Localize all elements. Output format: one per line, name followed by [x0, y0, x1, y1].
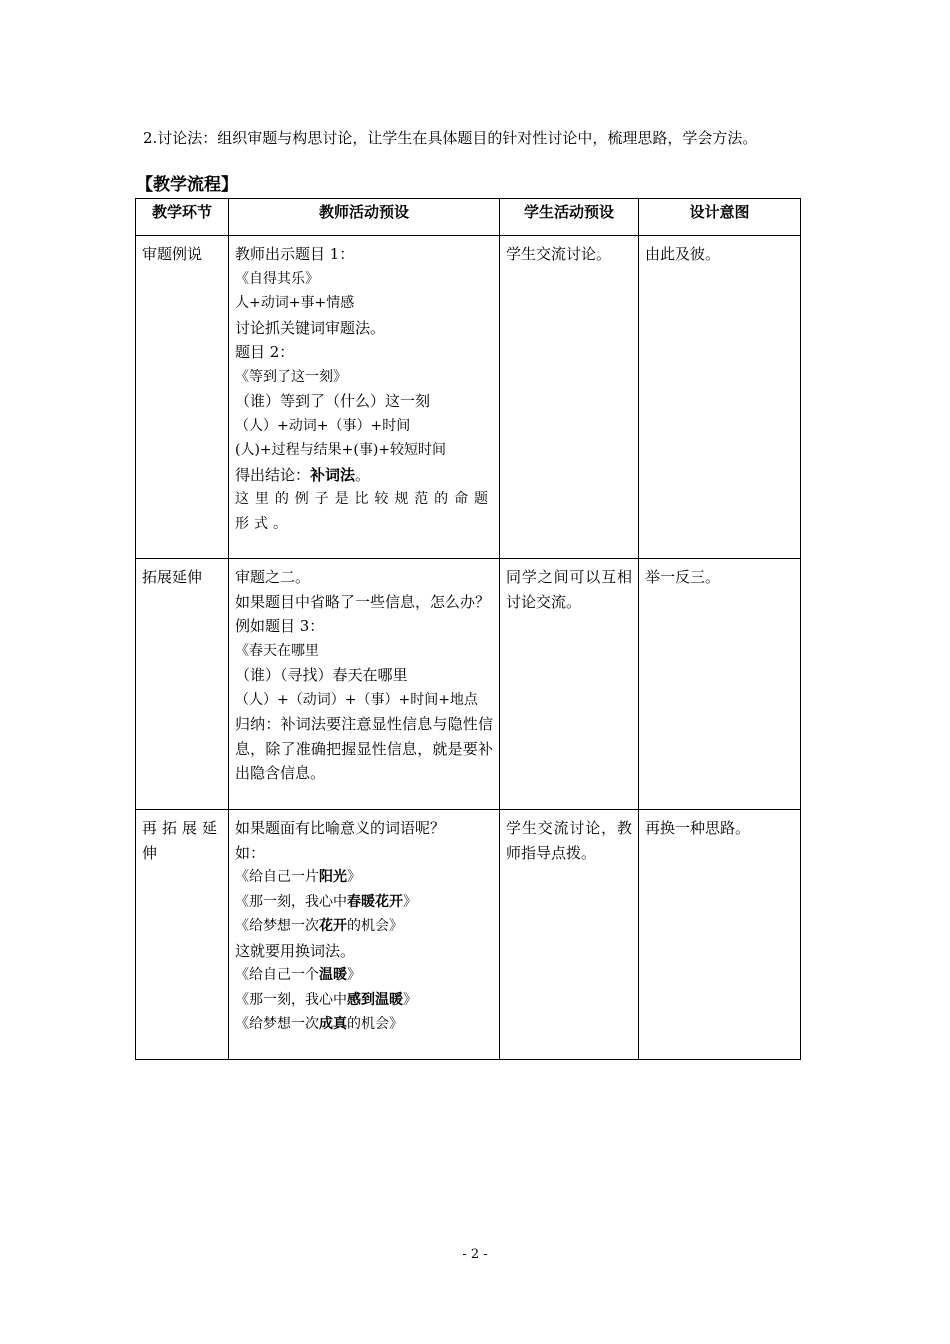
- header-design-intent: 设计意图: [639, 199, 801, 236]
- table-header-row: [136, 199, 801, 236]
- teacher-cell: [229, 810, 500, 1060]
- teacher-line: （人）+动词+（事）+时间: [235, 417, 411, 434]
- stage-text: 拓展延伸: [142, 568, 203, 586]
- stage-text: 再拓展延伸: [142, 819, 223, 862]
- teacher-line: [235, 1012, 493, 1037]
- table-row: [136, 236, 801, 559]
- teacher-line: 题目 2：: [235, 343, 295, 361]
- text-span: 的机会》: [347, 1016, 403, 1032]
- teacher-line: 教师出示题目 1：: [235, 245, 355, 263]
- intent-text: 再换一种思路。: [645, 819, 751, 837]
- table-row: [136, 810, 801, 1060]
- text-span: 》: [347, 967, 361, 983]
- text-span: 《那一刻，我心中: [235, 991, 347, 1008]
- student-text: 同学之间可以互相讨论交流。: [506, 568, 632, 611]
- teacher-line: 审题之二。: [235, 568, 311, 586]
- text-span: 得出结论：: [235, 465, 311, 484]
- teacher-line: 如：: [235, 843, 266, 862]
- student-text: 学生交流讨论。: [506, 245, 612, 263]
- stage-cell: [136, 559, 229, 810]
- intent-text: 由此及彼。: [645, 245, 721, 263]
- teacher-cell: [229, 236, 500, 559]
- keyword: 补词法: [310, 465, 356, 484]
- teacher-line: [235, 988, 493, 1013]
- teacher-line: 讨论抓关键词审题法。: [235, 318, 386, 337]
- stage-text: 审题例说: [142, 245, 203, 263]
- table-row: [136, 559, 801, 810]
- teacher-line: （谁）（寻找）春天在哪里: [235, 666, 408, 684]
- keyword: 春暖花开: [347, 893, 403, 910]
- teacher-line: 这里的例子是比较规范的命题形式。: [235, 491, 493, 532]
- student-cell: [500, 810, 639, 1060]
- page-number: - 2 -: [462, 1247, 488, 1262]
- teacher-line: [235, 914, 493, 939]
- student-cell: [500, 236, 639, 559]
- teacher-line: 如果题面有比喻意义的词语呢？: [235, 819, 446, 837]
- keyword: 花开: [319, 918, 347, 934]
- intent-text: 举一反三。: [645, 568, 721, 586]
- stage-cell: [136, 236, 229, 559]
- text-span: 《给梦想一次: [235, 1016, 319, 1032]
- teacher-line: （谁）等到了（什么）这一刻: [235, 392, 431, 410]
- teacher-line: （人）+（动词）+（事）+时间+地点: [235, 691, 478, 708]
- text-span: 》: [347, 869, 361, 885]
- teacher-line: [235, 463, 493, 488]
- text-span: 》: [403, 991, 417, 1008]
- text-span: 《给自己一个: [235, 967, 319, 983]
- teacher-line: 例如题目 3：: [235, 617, 325, 635]
- header-student-activity: 学生活动预设: [500, 199, 639, 236]
- teacher-line: 《春天在哪里: [235, 642, 319, 659]
- teacher-cell: [229, 559, 500, 810]
- intent-cell: [639, 810, 801, 1060]
- teacher-line: 这就要用换词法。: [235, 941, 356, 960]
- teacher-line: 《等到了这一刻》: [235, 368, 347, 385]
- keyword: 感到温暖: [347, 991, 403, 1008]
- text-span: 。: [355, 465, 371, 484]
- header-teacher-activity: 教师活动预设: [229, 199, 500, 236]
- teacher-line: [235, 865, 493, 890]
- teacher-line: [235, 890, 493, 915]
- keyword: 温暖: [319, 967, 347, 983]
- teaching-flow-table: [135, 198, 801, 1060]
- text-span: 《给自己一片: [235, 869, 319, 885]
- text-span: 》: [403, 893, 417, 910]
- text-span: 的机会》: [347, 918, 403, 934]
- keyword: 成真: [319, 1016, 347, 1032]
- text-span: 《那一刻，我心中: [235, 893, 347, 910]
- teacher-line: [235, 963, 493, 988]
- header-stage: 教学环节: [136, 199, 229, 236]
- intent-cell: [639, 559, 801, 810]
- teacher-line: 《自得其乐》: [235, 270, 319, 287]
- section-heading: 【教学流程】: [136, 175, 238, 195]
- text-span: 《给梦想一次: [235, 918, 319, 934]
- student-cell: [500, 559, 639, 810]
- student-text: 学生交流讨论，教师指导点拨。: [506, 819, 632, 862]
- intent-cell: [639, 236, 801, 559]
- teacher-line: 如果题目中省略了一些信息，怎么办？: [235, 592, 491, 611]
- teacher-line: (人)+过程与结果+(事)+较短时间: [235, 442, 447, 458]
- teacher-line: 归纳：补词法要注意显性信息与隐性信息，除了准确把握显性信息，就是要补出隐含信息。: [235, 715, 493, 782]
- intro-paragraph: 2.讨论法：组织审题与构思讨论，让学生在具体题目的针对性讨论中，梳理思路，学会方法。: [143, 129, 758, 147]
- keyword: 阳光: [319, 869, 347, 885]
- stage-cell: [136, 810, 229, 1060]
- teacher-line: 人+动词+事+情感: [235, 295, 355, 311]
